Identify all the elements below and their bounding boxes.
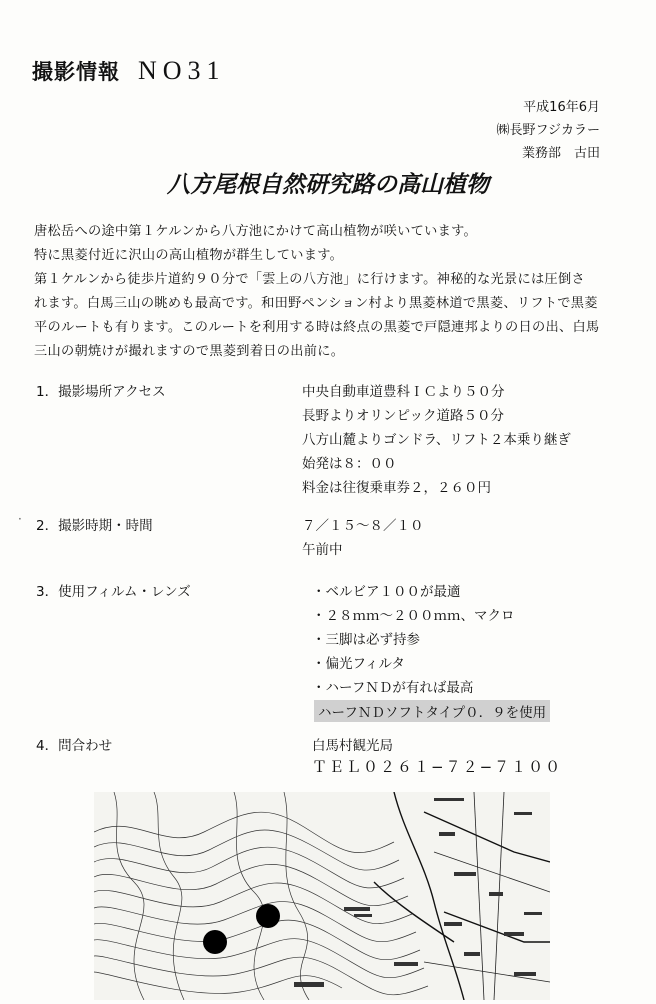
issue-date: 平成16年6月 bbox=[523, 100, 600, 115]
season-line: ７／１５〜８／１０ bbox=[302, 518, 424, 534]
intro-line: 三山の朝焼けが撮れますので黒菱到着日の出前に。 bbox=[34, 344, 345, 359]
scan-speck: · bbox=[18, 512, 22, 526]
access-line: 始発は８：００ bbox=[302, 456, 397, 472]
company-name: ㈱長野フジカラー bbox=[496, 123, 600, 138]
author: 業務部 古田 bbox=[521, 146, 600, 161]
season-line: 午前中 bbox=[302, 542, 343, 558]
access-line: 長野よりオリンピック道路５０分 bbox=[302, 408, 504, 424]
location-marker bbox=[203, 930, 227, 954]
topographic-map bbox=[94, 792, 550, 1000]
equipment-line: ・２８ｍｍ〜２００ｍｍ、マクロ bbox=[312, 608, 515, 624]
equipment-line: ・ハーフＮＤが有れば最高 bbox=[312, 680, 474, 696]
highlighted-note: ハーフＮＤソフトタイプ０．９を使用 bbox=[314, 700, 550, 722]
section-label-film-lens: 3．使用フィルム・レンズ bbox=[36, 584, 191, 600]
header-label: 撮影情報 bbox=[32, 60, 120, 84]
access-line: 八方山麓よりゴンドラ、リフト２本乗り継ぎ bbox=[302, 432, 571, 448]
intro-line: 唐松岳への途中第１ケルンから八方池にかけて高山植物が咲いています。 bbox=[34, 224, 478, 239]
access-line: 料金は往復乗車券２，２６０円 bbox=[302, 480, 491, 496]
section-label-contact: 4．問合わせ bbox=[36, 738, 113, 754]
contact-phone: ＴＥＬ０２６１−７２−７１００ bbox=[312, 758, 563, 776]
intro-line: 特に黒菱付近に沢山の高山植物が群生しています。 bbox=[34, 248, 344, 263]
section-label-season: 2．撮影時期・時間 bbox=[36, 518, 153, 534]
access-line: 中央自動車道豊科ＩＣより５０分 bbox=[302, 384, 505, 400]
document-title: 八方尾根自然研究路の高山植物 bbox=[167, 172, 489, 198]
equipment-line: ・ベルビア１００が最適 bbox=[312, 584, 461, 600]
equipment-line: ・偏光フィルタ bbox=[312, 656, 405, 672]
intro-line: 第１ケルンから徒歩片道約９０分で「雲上の八方池」に行けます。神秘的な光景には圧倒さ bbox=[34, 272, 585, 287]
equipment-line: ・三脚は必ず持参 bbox=[312, 632, 420, 648]
document-number: NO31 bbox=[138, 56, 226, 85]
intro-line: 平のルートも有ります。このルートを利用する時は終点の黒菱で戸隠連邦よりの日の出、白馬 bbox=[34, 320, 600, 335]
contact-organization: 白馬村観光局 bbox=[312, 738, 393, 754]
intro-line: れます。白馬三山の眺めも最高です。和田野ペンション村より黒菱林道で黒菱、リフトで黒菱 bbox=[34, 296, 598, 311]
document-header bbox=[32, 56, 226, 86]
section-label-access: 1．撮影場所アクセス bbox=[36, 384, 166, 400]
map-contours bbox=[94, 792, 550, 1000]
location-marker bbox=[256, 904, 280, 928]
